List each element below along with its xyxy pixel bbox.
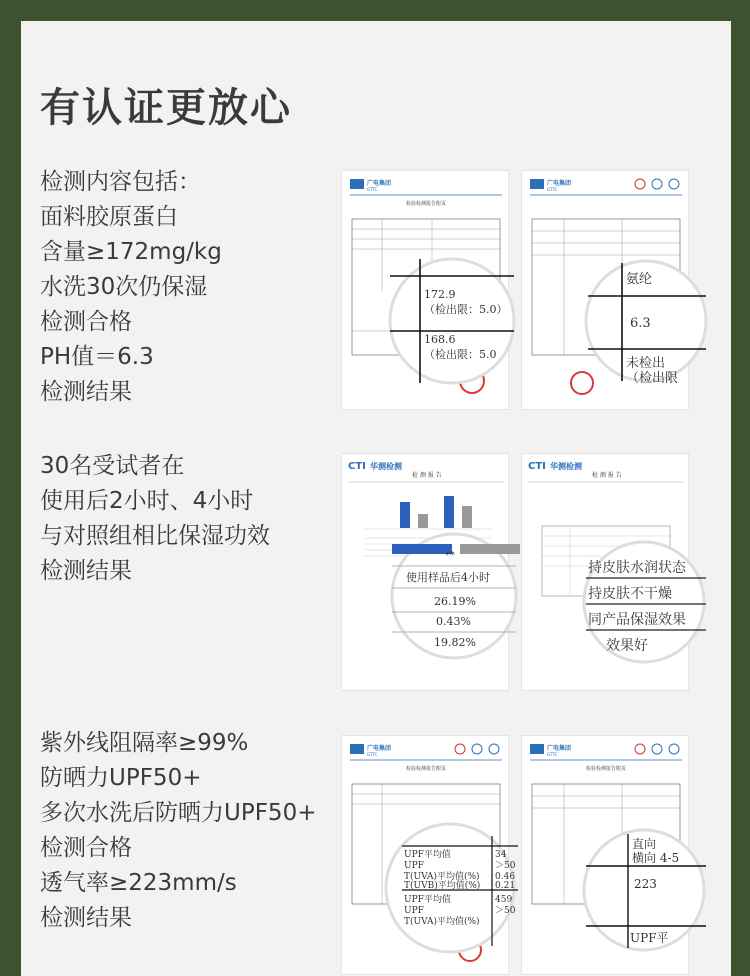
svg-text:172.9: 172.9 [424,288,456,301]
section-3-line: 检测合格 [40,835,132,861]
svg-text:34: 34 [495,850,507,860]
svg-text:223: 223 [634,877,657,891]
section-2-line: 使用后2小时、4小时 [40,488,254,514]
svg-text:检验检测报告附页: 检验检测报告附页 [405,766,447,772]
svg-text:UPF: UPF [404,906,424,916]
gttc-logo-icon [530,179,544,189]
svg-text:UPF平均值: UPF平均值 [404,850,451,860]
section-1-line: 检测合格 [40,309,132,335]
svg-text:广电集团: 广电集团 [547,180,572,187]
svg-text:（检出限：5.0: （检出限：5.0 [424,348,497,361]
svg-text:同产品保湿效果: 同产品保湿效果 [588,612,686,628]
section-3-text [40,726,316,936]
svg-text:（检出限：5.0）: （检出限：5.0） [424,303,508,316]
svg-text:GTTC: GTTC [367,752,378,757]
section-1-text [40,165,222,410]
svg-text:广电集团: 广电集团 [367,745,392,752]
svg-text:检 测 报 告: 检 测 报 告 [592,472,622,479]
svg-text:UPF平: UPF平 [630,931,669,945]
section-1-line: 面料胶原蛋白 [40,204,178,230]
svg-text:持皮肤水润状态: 持皮肤水润状态 [588,560,686,576]
report-image-permeability [521,735,689,975]
section-3-line: 多次水洗后防晒力UPF50+ [40,800,317,826]
svg-text:华测检测: 华测检测 [550,462,582,471]
svg-text:0.21: 0.21 [495,881,516,891]
gttc-logo-icon [350,179,364,189]
section-1-line: 含量≥172mg/kg [40,239,222,265]
section-3-line: 防晒力UPF50+ [40,765,202,791]
section-1-line: PH值＝6.3 [40,344,154,370]
svg-text:0.46: 0.46 [495,872,516,882]
svg-text:0.43%: 0.43% [436,615,471,628]
svg-text:T(UVA)平均值(%): T(UVA)平均值(%) [404,872,480,882]
section-2-text [40,449,270,589]
svg-text:CTI: CTI [528,461,546,472]
ilac-mark-icon [635,179,645,189]
svg-text:＞50: ＞50 [495,906,516,916]
svg-text:T(UVA)平均值(%): T(UVA)平均值(%) [404,917,480,927]
svg-text:检验检测报告附页: 检验检测报告附页 [585,766,627,772]
report-image-upf [341,735,516,975]
svg-text:（检出限: （检出限 [626,371,679,386]
svg-text:6.3: 6.3 [630,316,651,331]
svg-text:19.82%: 19.82% [434,636,476,649]
section-3-line: 透气率≥223mm/s [40,870,237,896]
section-2-line: 检测结果 [40,558,132,584]
svg-text:GTTC: GTTC [547,752,558,757]
section-2-line: 30名受试者在 [40,453,185,479]
svg-text:UPF平均值: UPF平均值 [404,895,451,905]
svg-text:未检出: 未检出 [626,356,666,371]
svg-text:广电集团: 广电集团 [547,745,572,752]
svg-text:氨纶: 氨纶 [626,272,653,287]
cti-logo: CTI [348,461,366,472]
cnas-mark-icon [652,179,662,189]
svg-text:横向 4-5: 横向 4-5 [632,851,680,865]
svg-text:168.6: 168.6 [424,333,456,346]
section-1-line: 水洗30次仍保湿 [40,274,208,300]
section-3-line: 检测结果 [40,905,132,931]
svg-text:效果好: 效果好 [606,638,648,654]
svg-text:GTTC: GTTC [547,187,558,192]
svg-text:**: ** [445,550,455,561]
svg-text:直向: 直向 [632,837,657,851]
gttc-brand: 广电集团 [367,180,392,187]
section-1-line: 检测内容包括： [40,169,201,195]
report-image-ph [521,170,689,410]
svg-text:T(UVB)平均值(%): T(UVB)平均值(%) [404,881,481,891]
cma-mark-icon [669,179,679,189]
section-1-line: 检测结果 [40,379,132,405]
svg-text:华测检测: 华测检测 [370,462,402,471]
svg-text:26.19%: 26.19% [434,595,476,608]
section-2-line: 与对照组相比保湿功效 [40,523,270,549]
report-title: 检验检测报告附页 [405,201,447,207]
report-image-moisture-effect [521,453,689,691]
section-3-line: 紫外线阻隔率≥99% [40,730,249,756]
svg-text:UPF: UPF [404,861,424,871]
gttc-sub: GTTC [367,187,378,192]
svg-text:459: 459 [495,895,513,905]
svg-text:持皮肤不干燥: 持皮肤不干燥 [588,586,672,602]
page-title: 有认证更放心 [40,85,292,131]
svg-text:使用样品后4小时: 使用样品后4小时 [406,571,490,584]
report-image-collagen [341,170,509,410]
svg-text:检 测 报 告: 检 测 报 告 [412,472,442,479]
report-image-moisture-chart [341,453,509,691]
svg-text:＞50: ＞50 [495,861,516,871]
